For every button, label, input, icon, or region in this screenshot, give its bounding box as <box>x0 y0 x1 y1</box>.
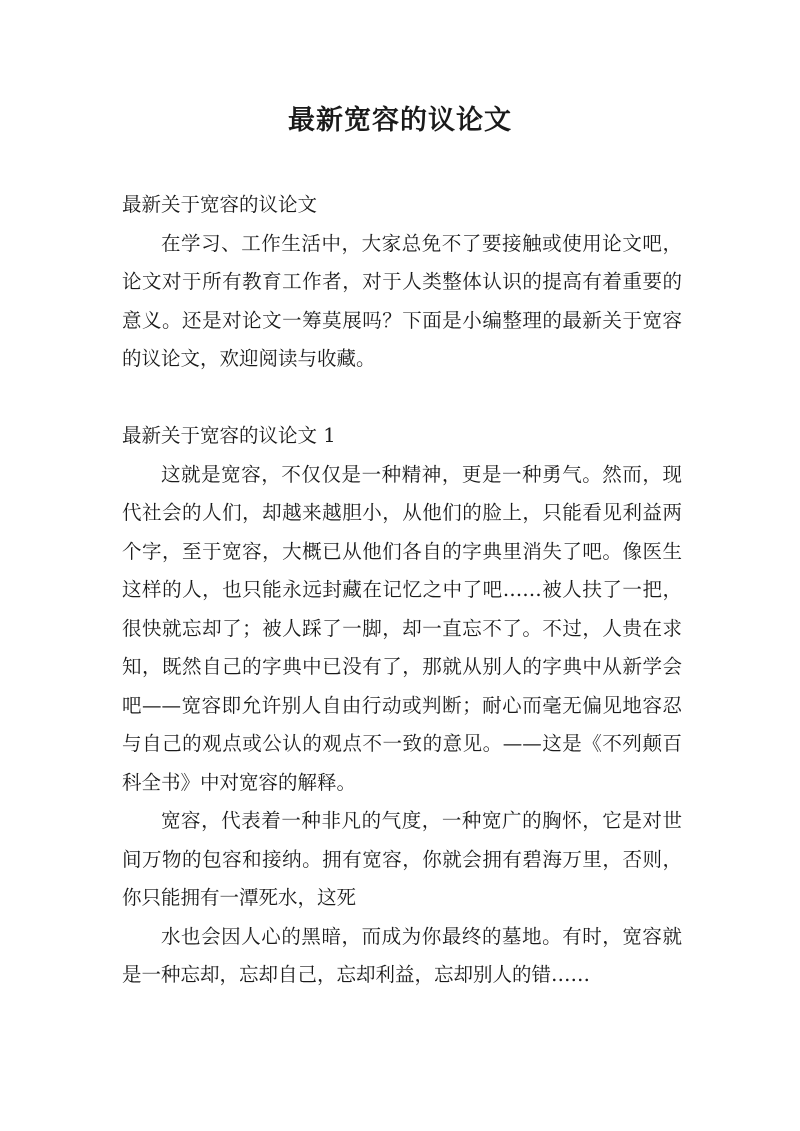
section-heading: 最新关于宽容的议论文 1 <box>122 424 336 447</box>
body-paragraph: 水也会因人心的黑暗，而成为你最终的墓地。有时，宽容就是一种忘却，忘却自己，忘却利益，忘却别人的错…… <box>122 924 682 986</box>
intro-heading: 最新关于宽容的议论文 <box>122 193 318 216</box>
paragraph-spacer <box>122 379 682 418</box>
body-paragraph: 宽容，代表着一种非凡的气度，一种宽广的胸怀，它是对世间万物的包容和接纳。拥有宽容，你就会拥有碧海万里，否则，你只能拥有一潭死水，这死 <box>122 809 682 909</box>
document-body <box>122 186 682 995</box>
intro-paragraph: 在学习、工作生活中，大家总免不了要接触或使用论文吧，论文对于所有教育工作者，对于人类整体认识的提高有着重要的意义。还是对论文一筹莫展吗？下面是小编整理的最新关于宽容的议论文，欢迎阅读与收藏。 <box>122 231 682 370</box>
document-title: 最新宽容的议论文 <box>288 105 512 136</box>
body-paragraph: 这就是宽容，不仅仅是一种精神，更是一种勇气。然而，现代社会的人们，却越来越胆小，从他们的脸上，只能看见利益两个字，至于宽容，大概已从他们各自的字典里消失了吧。像医生这样的人，也只能永远封藏在记忆之中了吧……被人扶了一把，很快就忘却了；被人踩了一脚，却一直忘不了。不过，人贵在求知，既然自己的字典中已没有了，那就从别人的字典中从新学会吧——宽容即允许别人自由行动或判断；耐心而毫无偏见地容忍与自己的观点或公认的观点不一致的意见。——这是《不列颠百科全书》中对宽容的解释。 <box>122 462 682 794</box>
